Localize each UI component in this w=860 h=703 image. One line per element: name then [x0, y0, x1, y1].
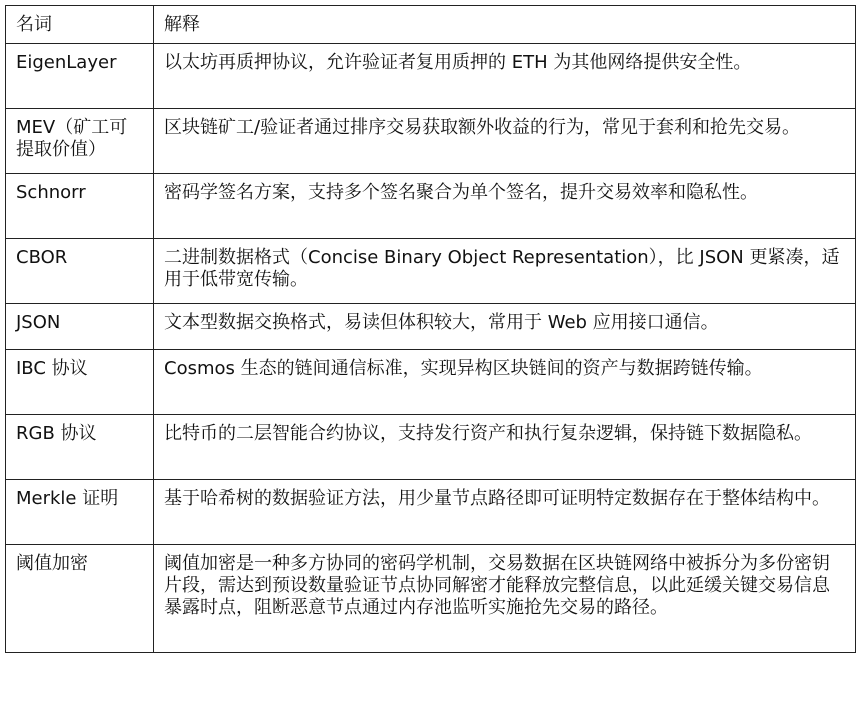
description-cell: 比特币的二层智能合约协议，支持发行资产和执行复杂逻辑，保持链下数据隐私。: [154, 415, 856, 480]
term-cell: JSON: [6, 304, 154, 350]
table-row: [6, 239, 856, 304]
glossary-table: [5, 5, 856, 653]
description-cell: 密码学签名方案，支持多个签名聚合为单个签名，提升交易效率和隐私性。: [154, 174, 856, 239]
term-cell: RGB 协议: [6, 415, 154, 480]
description-cell: Cosmos 生态的链间通信标准，实现异构区块链间的资产与数据跨链传输。: [154, 350, 856, 415]
table-row: [6, 304, 856, 350]
header-term: 名词: [6, 6, 154, 44]
table-row: [6, 44, 856, 109]
table-row: [6, 545, 856, 653]
table-row: [6, 415, 856, 480]
description-cell: 文本型数据交换格式，易读但体积较大，常用于 Web 应用接口通信。: [154, 304, 856, 350]
table-row: [6, 109, 856, 174]
term-cell: IBC 协议: [6, 350, 154, 415]
table-header-row: [6, 6, 856, 44]
description-cell: 区块链矿工/验证者通过排序交易获取额外收益的行为，常见于套利和抢先交易。: [154, 109, 856, 174]
description-cell: 以太坊再质押协议，允许验证者复用质押的 ETH 为其他网络提供安全性。: [154, 44, 856, 109]
term-cell: Schnorr: [6, 174, 154, 239]
table-row: [6, 174, 856, 239]
description-cell: 基于哈希树的数据验证方法，用少量节点路径即可证明特定数据存在于整体结构中。: [154, 480, 856, 545]
description-cell: 二进制数据格式（Concise Binary Object Representation），比 JSON 更紧凑，适用于低带宽传输。: [154, 239, 856, 304]
term-cell: EigenLayer: [6, 44, 154, 109]
description-cell: 阈值加密是一种多方协同的密码学机制，交易数据在区块链网络中被拆分为多份密钥片段，需达到预设数量验证节点协同解密才能释放完整信息，以此延缓关键交易信息暴露时点，阻断恶意节点通过内存池监听实施抢先交易的路径。: [154, 545, 856, 653]
header-description: 解释: [154, 6, 856, 44]
table-row: [6, 480, 856, 545]
term-cell: MEV（矿工可提取价值）: [6, 109, 154, 174]
term-cell: Merkle 证明: [6, 480, 154, 545]
term-cell: CBOR: [6, 239, 154, 304]
term-cell: 阈值加密: [6, 545, 154, 653]
table-row: [6, 350, 856, 415]
